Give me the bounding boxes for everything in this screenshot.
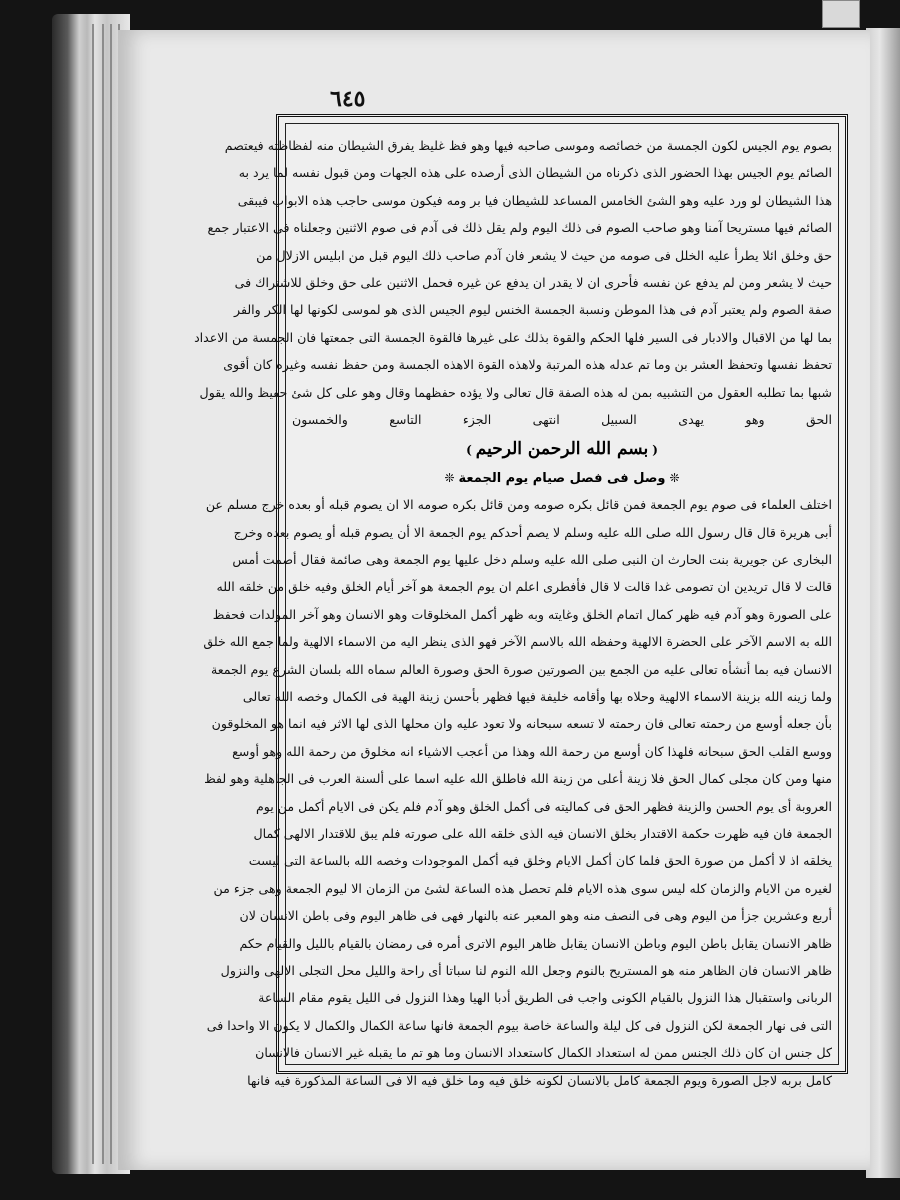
text-line: يخلقه اذ لا أكمل من صورة الحق فلما كان أكمل الايام وخلق فيه أكمل الموجودات وخصه الله بالساعة التى ليست xyxy=(248,853,832,869)
text-line: العروبة أى يوم الحسن والزينة فظهر الحق فى كماليته فى أكمل الخلق وهو آدم فلم يكن فى الايام أكمل من يوم xyxy=(255,798,832,814)
text-border-frame xyxy=(194,114,848,1088)
text-line: منها ومن كان مجلى كمال الحق فلا زينة أعلى من زينة الله فاطلق الله عليه اسما على ألسنة العرب فى الجاهلية وهو لفظ xyxy=(204,771,832,787)
text-line: ووسع القلب الحق سبحانه فلهذا كان أوسع من رحمة الله وهذا من أعجب الاشياء انه مخلوق من رحمة الله وهو أوسع xyxy=(232,743,832,759)
text-line: حق وخلق ائلا يطرأ عليه الخلل فى صومه من حيث لا يشعر فان آدم صاحب ذلك اليوم قبل من ابليس الازلال من xyxy=(256,247,832,263)
text-line: قالت لا قال تريدين ان تصومى غدا قالت لا قال فأفطرى اعلم ان يوم الجمعة هو آخر أيام الخلق وفيه خلق من خلقه الله xyxy=(216,579,832,595)
text-line: الحق وهو يهدى السبيل انتهى الجزء التاسع والخمسون xyxy=(292,411,832,427)
text-line: كل جنس ان كان ذلك الجنس ممن له استعداد الكمال كاستعداد الانسان وما هو تم ما يقبله غير الانسان فالانسان xyxy=(255,1045,832,1061)
basmala-heading: (بسم الله الرحمن الرحيم) xyxy=(466,439,658,460)
text-line: أبى هريرة قال قال رسول الله صلى الله عليه وسلم لا يصم أحدكم يوم الجمعة الا أن يصوم قبله أو يصوم بعده وخرج xyxy=(233,524,832,540)
ornament-right-icon: ❊ xyxy=(669,471,680,486)
text-line: الصائم فيها مستريحا آمنا وهو صاحب الصوم فى ذلك اليوم ولم يقل ذلك فى آدم فى صوم الاثنين وجعلناه فى الاعتبار جمع xyxy=(207,220,832,236)
text-block xyxy=(194,123,839,1088)
text-line: بصوم يوم الجيس لكون الجمسة من خصائصه وموسى صاحبه فيها وهو فظ غليظ يفرق الشيطان منه لفظاظته فيعتصم xyxy=(224,138,832,153)
text-line: لغيره من الايام والزمان كله ليس سوى هذه الايام فلم تحصل هذه الساعة لشئ من الزمان الا ليوم الجمعة وهى جزء من xyxy=(213,880,832,896)
text-line: التى فى نهار الجمعة لكن النزول فى كل ليلة والساعة خاصة بيوم الجمعة فانها ساعة الكمال والكمال لا يكون الا واحدا فى xyxy=(206,1017,832,1033)
text-line: اختلف العلماء فى صوم يوم الجمعة فمن قائل بكره صومه ومن قائل بكره صومه الا ان يصوم قبله أو بعده خرج مسلم عن xyxy=(205,497,832,513)
text-line: هذا الشيطان لو ورد عليه وهو الشئ الخامس المساعد للشيطان فيا بر ومه فيكون موسى حاجب هذه الابواب فيبقى xyxy=(237,192,832,208)
section-title xyxy=(292,465,832,491)
text-line: بأن جعله أوسع من رحمته تعالى فان رحمته لا تسعه سبحانه ولا تعود عليه وان محلها الذى لها الاثر فيه انما هو المخلوقون xyxy=(211,716,832,732)
text-line: الربانى واستقبال هذا النزول بالقيام الكونى واجب فى الطريق أدبا الهيا وهذا النزول فى الليل يقوم مقام الساعة xyxy=(258,990,832,1006)
text-line: الله به الاسم الآخر على الحضرة الالهية وحفظه الله بالاسم الآخر فهو الذى ينظر اليه من الاسماء الالهية ولما جمع الله خلق xyxy=(203,634,832,650)
text-line: الجمعة فان فيه ظهرت حكمة الاقتدار بخلق الانسان فيه الذى خلقه الله على صورته فلم يبق للاقتدار الالهى كمال xyxy=(253,825,832,841)
text-line: البخارى عن جويرية بنت الحارث ان النبى صلى الله عليه وسلم دخل عليها يوم الجمعة وهى صائمة فقال أصمت أمس xyxy=(232,552,832,568)
text-line: ظاهر الانسان يقابل باطن اليوم وباطن الانسان يقابل ظاهر اليوم الاترى أمره فى رمضان بالقيام بالليل والقيام حكم xyxy=(239,935,832,951)
text-line: شبها بما تطلبه العقول من التشبيه بمن له هذه الصفة قال تعالى ولا يؤده حفظهما وقال وهو على كل شئ حفيظ والله يقول xyxy=(199,384,832,400)
section-title-text: وصل فى فصل صيام يوم الجمعة xyxy=(458,471,666,487)
text-line: أربع وعشرين جزأ من اليوم وهى فى النصف منه وهو المعبر عنه بالنهار فهى فى ظاهر اليوم وفى باطن الانسان لان xyxy=(239,908,832,924)
text-line: تحفظ نفسها وتحفظ العشر بن وما تم عدله هذه المرتبة ولاهذه القوة الاهذه الجمسة ومن حفظ نفسه وغيره كان أقوى xyxy=(223,357,832,373)
text-line: كامل بربه لاجل الصورة ويوم الجمعة كامل بالانسان لكونه خلق فيه وما خلق فيه الا فى الساعة المذكورة فيه فانها xyxy=(247,1072,832,1088)
text-line: الانسان فيه بما أنشأه تعالى عليه من الجمع بين الصورتين صورة الحق وصورة العالم سماه الله بلسان الشرع يوم الجمعة xyxy=(210,661,832,677)
text-line: بما لها من الاقبال والادبار فى السير فلها الحكم والقوة بذلك على غيرها فالقوة الجمسة التى جمعتها فان الجمسة من الاعداد xyxy=(194,329,832,345)
text-line: ولما زينه الله بزينة الاسماء الالهية وحلاه بها وأقامه خليفة فيها فظهر بأحسن زينة الهية فى الكمال وخصه الله تعالى xyxy=(242,689,832,705)
text-line: ظاهر الانسان فان الظاهر منه هو المستريح بالنوم وجعل الله النوم لنا سباتا أى راحة والليل محل التجلى الالهى والنزول xyxy=(220,962,832,978)
basmala-text: بسم الله الرحمن الرحيم xyxy=(475,439,649,460)
text-line: حيث لا يشعر ومن لم يدفع عن نفسه فأحرى ان لا يقدر ان يدفع عن غيره فحمل الاثنين على حق وخلق للاشتراك فى xyxy=(234,274,832,290)
text-line: صفة الصوم ولم يعتبر آدم فى هذا الموطن ونسبة الجمسة الخنس ليوم الجيس الذى هو لموسى لكونها لها الكر والفر xyxy=(234,302,832,318)
page-number: ٦٤٥ xyxy=(330,86,366,112)
page-tab xyxy=(822,0,860,28)
adjacent-page-edge xyxy=(866,28,900,1178)
paragraph-before xyxy=(194,132,832,433)
text-line: الصائم يوم الجيس بهذا الحضور الذى ذكرناه من الشيطان الذى أرصده على هذه الجهات ومن قبول نفسه لما يرد به xyxy=(238,165,832,181)
text-line: على الصورة وهو آدم فيه ظهر كمال اتمام الخلق وغايته وبه ظهر أكمل المخلوقات وهو الانسان وهو آخر المولدات فحفظ xyxy=(212,606,832,622)
paragraph-after xyxy=(203,491,832,1094)
ornament-left-icon: ❊ xyxy=(444,471,455,486)
